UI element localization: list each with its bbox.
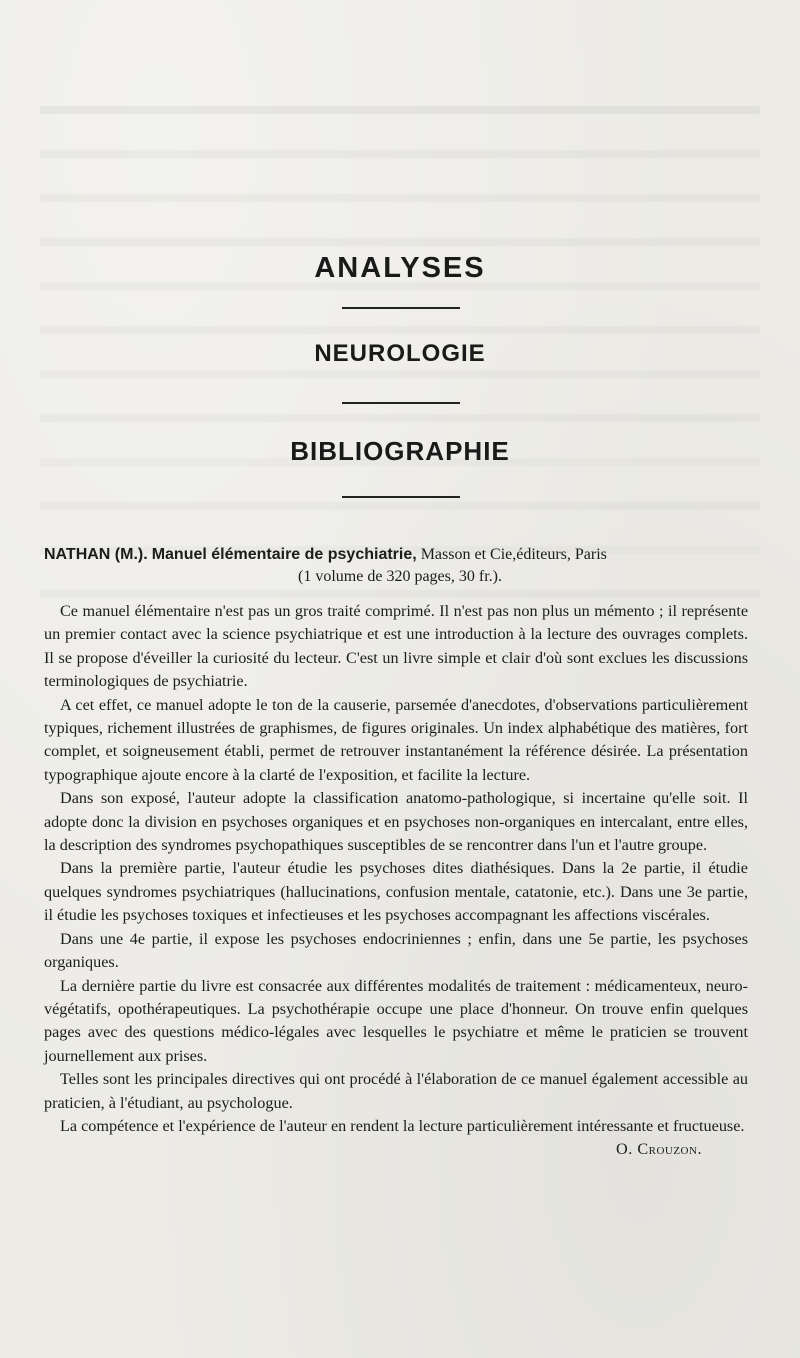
closing-paragraph bbox=[44, 1115, 748, 1159]
review-body bbox=[44, 600, 748, 1162]
reference-author: NATHAN (M.). bbox=[44, 546, 148, 563]
paragraph: Telles sont les principales directives qui ont procédé à l'élaboration de ce manuel également accessible au praticien, à l'étudiant, au psychologue. bbox=[44, 1070, 748, 1112]
paragraph: Dans son exposé, l'auteur adopte la classification anatomo-pathologique, si incertaine qu'elle soit. Il adopte donc la division en psychoses organiques et en psychoses non-organiques en intercalant, entre elles, la description des syndromes psychopathiques susceptibles de se rencontrer dans l'un et l'autre groupe. bbox=[44, 789, 748, 855]
paragraph: Dans la première partie, l'auteur étudie les psychoses dites diathésiques. Dans la 2e partie, il étudie quelques syndromes psychiatriques (hallucinations, confusion mentale, catatonie, etc.). Dans une 3e partie, il étudie les psychoses toxiques et infectieuses et les psychoses accompagnant les affections viscérales. bbox=[44, 859, 748, 925]
subsection-heading: NEUROLOGIE bbox=[314, 340, 486, 367]
reviewer-signature: O. Crouzon. bbox=[616, 1140, 702, 1159]
heading-rule bbox=[342, 307, 460, 309]
reference-title: Manuel élémentaire de psychiatrie, bbox=[151, 546, 417, 563]
category-heading: BIBLIOGRAPHIE bbox=[290, 436, 510, 466]
paragraph: A cet effet, ce manuel adopte le ton de la causerie, parsemée d'anecdotes, d'observations particulièrement typiques, richement illustrées de graphismes, de figures originales. Un index alphabétique des matières, fort complet, et soigneusement établi, permet de retrouver instantanément la référence désirée. La présentation typographique ajoute encore à la clarté de l'exposition, et facilite la lecture. bbox=[44, 695, 748, 784]
paragraph: La dernière partie du livre est consacrée aux différentes modalités de traitement : médicamenteux, neuro-végétatifs, opothérapeutiques. La psychothérapie occupe une place d'honneur. On trouve enfin quelques pages avec des questions médico-légales avec lesquelles le psychiatre et même le praticien se trouvent journellement aux prises. bbox=[44, 976, 748, 1065]
paragraph: Dans une 4e partie, il expose les psychoses endocriniennes ; enfin, dans une 5e partie, les psychoses organiques. bbox=[44, 929, 748, 972]
heading-rule bbox=[342, 496, 460, 498]
closing-text: La compétence et l'expérience de l'auteur en rendent la lecture particulièrement intéressante et fructueuse. bbox=[60, 1116, 745, 1135]
reference-details: (1 volume de 320 pages, 30 fr.). bbox=[298, 568, 502, 585]
heading-rule bbox=[342, 402, 460, 404]
section-heading: ANALYSES bbox=[314, 252, 486, 284]
bibliographic-reference bbox=[44, 544, 756, 588]
paragraph: Ce manuel élémentaire n'est pas un gros traité comprimé. Il n'est pas non plus un mémento ; il représente un premier contact avec la science psychiatrique et est une introduction à la lecture des ouvrages complets. Il se propose d'éveiller la curiosité du lecteur. C'est un livre simple et clair d'où sont exclues les discussions terminologiques de psychiatrie. bbox=[44, 602, 748, 691]
reference-publisher: Masson et Cie,éditeurs, Paris bbox=[420, 546, 607, 563]
